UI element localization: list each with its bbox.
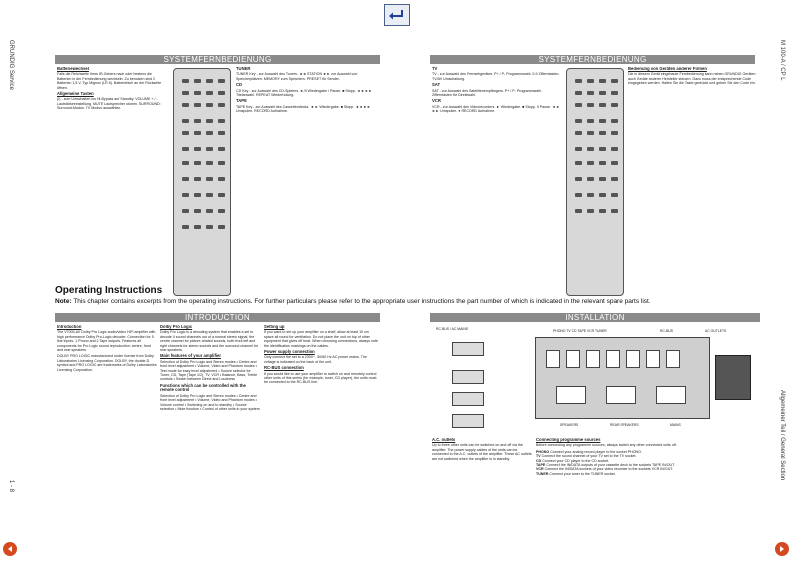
section-banner-remote-left: SYSTEMFERNBEDIENUNG	[55, 55, 380, 64]
conn-row: VCR Connect the IN/DATA sockets of your video recorder to the sockets VCR IN/OUT.	[536, 467, 674, 472]
next-page-icon	[778, 545, 786, 553]
text-remote-functions: Selection of Dolby Pro Logic and Stereo modes • Centre and front level adjustment • Volume, Video and Phantom modes • Volume control • Switching on and to standby • Source selection • Mute function • Control of other units in your system	[160, 393, 260, 411]
text-tv: TV - zur Auswahl des Fernsehgerätes. P+ / P- Programmwahl. 0-9 Zifferntasten. TV/AV Umschaltung.	[432, 72, 560, 81]
text-tape: TAPE Key - zur Auswahl des Cassettendecks. ◄ ► Wiedergabe. ■ Stopp. ◄◄ ►► Umspulen. RECORD Aufnahme.	[236, 104, 371, 114]
diagram-label-ac: AC OUTLETS	[705, 329, 727, 333]
heading-battery: Batteriewechsel	[57, 67, 89, 71]
english-column-ac	[432, 438, 532, 553]
conn-row: TUNER Connect your tuner to the TUNER socket.	[536, 471, 616, 476]
text-cd: CD Key - zur Auswahl des CD-Spielers. ►/II Wiedergabe / Pause. ■ Stopp. ◄◄ ►► Titelanwahl. REPEAT Wiederholung.	[236, 88, 373, 98]
text-dolby-license: DOLBY PRO LOGIC manufactured under license from Dolby Laboratories Licensing Corporation. DOLBY, the double-D symbol and PRO LOGIC are trademarks of Dolby Laboratories Licensing Corporation.	[57, 354, 157, 372]
remote-control-image-2	[566, 68, 624, 296]
heading-sat: SAT	[432, 82, 441, 88]
amplifier-rear-panel	[535, 337, 710, 419]
side-label-brand: GRUNDIG Service	[8, 40, 14, 91]
heading-tv: TV	[432, 67, 438, 71]
diagram-label-left: RC-BUS / AC MAINS	[436, 327, 469, 331]
german-column-4	[628, 67, 758, 282]
note-text: This chapter contains excerpts from the operating instructions. For further particulars please refer to the appropriate user instructions the part number of which is indicated in the relevant spare parts list.	[73, 298, 651, 305]
section-banner-install: INSTALLATION	[430, 313, 760, 322]
text-connecting-intro: Before connecting any programme sources, always switch any other connected units off.	[536, 443, 677, 448]
ac-outlet-plugs	[715, 355, 751, 400]
diagram-label-rcbus: RC-BUS	[660, 329, 673, 333]
heading-tuner: TUNER	[236, 67, 251, 71]
english-column-2	[160, 325, 260, 550]
text-general: (I) - zum Umschalten ins Hi-Bypass auf Standby. VOLUME + / - Lautstärkeeinstellung. MUTE Lautsprecher stumm. SURROUND: Surround-Modus. TV Modus auswählen.	[57, 97, 161, 111]
heading-cd: CD	[236, 82, 243, 88]
note-label: Note:	[55, 298, 72, 305]
page-number: 1 - 8	[8, 480, 14, 493]
heading-rc-bus: RC-BUS connection	[264, 365, 304, 371]
text-battery: Falls die Reichweite Ihres IR-Gebers nach oder bestens die Batterien in der Fernbedienung wechseln. Zu benutzen sind 2 Batterien 1,5 V, Typ Mignon (LR 6). Batteriefach an der Rückseite öffnen.	[57, 72, 162, 90]
conn-row: TAPE Connect the IN/DATA outputs of your cassette deck to the sockets TAPE IN/OUT.	[536, 463, 675, 468]
text-rc-bus: If you would like to use your amplifier to switch on and remotely control other units of this series (for example, tuner, CD player), the units must be connected to the RC-BUS line.	[264, 371, 377, 385]
page-title: Operating Instructions	[55, 285, 163, 296]
diagram-label-speakers: SPEAKERS	[560, 423, 579, 427]
heading-ac-outlets: A.C. outlets	[432, 438, 456, 442]
heading-vcr: VCR	[432, 98, 441, 104]
conn-row: TV Connect the sound channel of your TV set to the TV socket.	[536, 454, 637, 459]
english-column-connect	[536, 438, 760, 553]
diagram-label-rear: REAR SPEAKERS	[610, 423, 639, 427]
heading-power-supply: Power supply connection	[264, 349, 315, 355]
side-label-model: M 100-A / CP L	[779, 40, 785, 81]
english-column-1	[57, 325, 157, 550]
heading-remote-functions: Functions which can be controlled with the remote control	[160, 382, 246, 393]
next-page-button[interactable]	[775, 542, 789, 556]
back-button[interactable]	[384, 4, 410, 26]
heading-general: Allgemeine Tasten	[57, 91, 94, 97]
diagram-label-mains: MAINS	[670, 423, 681, 427]
heading-other-brands: Bedienung von Geräten anderer Firmen	[628, 67, 707, 71]
conn-row: PHONO Connect your analog record player to the socket PHONO.	[536, 449, 642, 454]
previous-page-button[interactable]	[3, 542, 17, 556]
diagram-label-inputs: PHONO TV CD TAPE VCR TUNER	[553, 329, 607, 333]
connected-devices-diagram	[440, 330, 515, 435]
english-column-3	[264, 325, 378, 550]
text-ac-outlets: Up to three other units can be switched on and off via the amplifier. The power supply cables of the units can be connected to the A.C. outlets of the amplifier. These AC outlets are not switched when the amplifier is in standby.	[432, 443, 532, 461]
heading-dolby-pro-logic: Dolby Pro Logic	[160, 325, 193, 329]
conn-row: CD Connect your CD player to the CD socket.	[536, 458, 610, 463]
heading-tape: TAPE	[236, 98, 247, 104]
text-main-features: Selection of Dolby Pro Logic and Stereo modes • Centre and front level adjustment • Volume, Video and Phantom modes • Test mode for easy level adjustment • Source selector for Tuner, CD, Tape (Tape 1/2), TV, VCR • Balance, Bass, Treble controls • Switch between Direct and Loudness	[160, 359, 258, 382]
text-tuner: TUNER Key - zur Auswahl des Tuners. ◄◄ STATION ►► zur Auswahl von Speicherplätzen. MEMORY zum Speichern. PRESET für Sender.	[236, 72, 358, 81]
text-power-supply: Only connect the set to a 230V~, 50/60 Hz AC power mains. The voltage is indicated on the back of the unit.	[264, 355, 367, 364]
text-other-brands: Die in diesem Gerät eingebaute Fernbedienung kann neben GRUNDIG Geräten auch Geräte anderer Hersteller steuern. Dazu muss der entsprechende Code eingegeben werden. Halten Sie die Taste gedrückt und geben Sie den Code ein.	[628, 72, 756, 86]
german-column-2	[236, 67, 376, 282]
text-setting-up: If you want to set up your amplifier on a shelf, allow at least 10 cm space all round for ventilation. Do not place the unit on top of other equipment that gives off heat. When choosing connections, always note the identification markings on the cables.	[264, 330, 378, 348]
note-line	[55, 298, 775, 305]
previous-page-icon	[6, 545, 14, 553]
german-column-3	[432, 67, 560, 282]
text-sat: SAT - zur Auswahl des Satellitenempfängers. P+ / P- Programmwahl. Zifferntasten für Direktwahl.	[432, 88, 543, 98]
heading-introduction: Introduction	[57, 325, 82, 329]
german-column-1	[57, 67, 167, 282]
text-vcr: VCR - zur Auswahl des Videorecorders. ► Wiedergabe. ■ Stopp. II Pause. ◄◄ ►► Umspulen. ● RECORD Aufnahme.	[432, 104, 560, 114]
section-banner-remote-right: SYSTEMFERNBEDIENUNG	[430, 55, 755, 64]
text-dolby-pro-logic: Dolby Pro Logic is a decoding system that enables a set to decode 4 sound channels out of a normal stereo signal, the centre channel for picture-related sounds, both front left and right channels for stereo sounds and the surround channel for rear speakers.	[160, 330, 259, 353]
heading-setting-up: Setting up	[264, 325, 285, 329]
heading-main-features: Main features of your amplifier	[160, 353, 221, 359]
return-arrow-icon	[388, 8, 406, 22]
text-introduction: The V7000-AV Dolby Pro Logic audio/video HiFi amplifier with high performance Dolby Pro-Logic decoder. Connection for 5 line inputs, 1 Phono and 2 Tape outputs. Features all components for Pro Logic sound reproduction: centre, front and rear speakers.	[57, 330, 156, 353]
remote-control-image	[173, 68, 231, 296]
heading-connecting: Connecting programme sources	[536, 438, 601, 442]
side-label-section: Allgemeiner Teil / General Section	[779, 390, 785, 481]
section-banner-intro: INTRODUCTION	[55, 313, 380, 322]
